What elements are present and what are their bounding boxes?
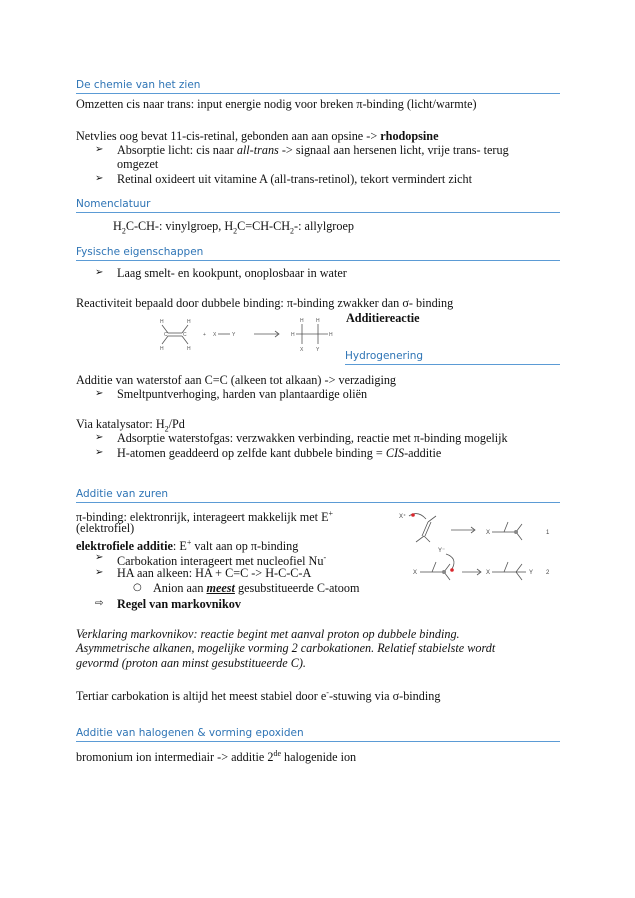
text-pi-a: π-binding: elektronrijk, interageert makkelijk met E: [76, 510, 329, 525]
text-cis-c: -additie: [404, 446, 442, 460]
text-regel-markovnikov: Regel van markovnikov: [117, 597, 241, 611]
text-ea-c: valt aan op π-binding: [191, 539, 299, 554]
arrow-bullet-icon: ➢: [95, 144, 104, 155]
fig-label-c: C: [164, 332, 168, 338]
text-verklaring-1: Verklaring markovnikov: reactie begint met aanval proton op dubbele binding.: [76, 627, 460, 641]
fig-label-plus: +: [203, 332, 206, 338]
text-via-a: Via katalysator: H: [76, 417, 165, 431]
fig-label-x: X: [413, 570, 418, 576]
arrow-bullet-icon: ➢: [95, 388, 104, 399]
fig-label-x: X: [300, 347, 304, 353]
circle-bullet-icon: ○: [133, 582, 142, 593]
arrow-bullet-icon: ➢: [95, 567, 104, 578]
text-retinal: Retinal oxideert uit vitamine A (all-trans-retinol), tekort vermindert zicht: [117, 172, 473, 186]
text-tertiair: [76, 686, 440, 703]
text-cis-a: H-atomen geaddeerd op zelfde kant dubbele binding =: [117, 446, 386, 460]
text-anion: [153, 581, 359, 595]
text-meest: meest: [206, 581, 235, 595]
text-ha-alkeen: HA aan alkeen: HA + C=C -> H-C-C-A: [117, 566, 312, 580]
carbocation-dot-icon: [514, 530, 518, 534]
text-pi-sup: +: [328, 509, 334, 518]
text-cis-trans: Omzetten cis naar trans: input energie nodig voor breken π-binding (licht/warmte): [76, 97, 477, 111]
text-absorptie-a: Absorptie licht: cis naar: [117, 143, 237, 157]
text-tertiair-b: -stuwing via σ-binding: [328, 689, 441, 704]
arrow-bullet-icon: ➢: [95, 173, 104, 184]
text-carbo-sup: -: [323, 553, 327, 562]
text-anion-c: gesubstitueerde C-atoom: [234, 581, 360, 595]
red-arrowhead-icon: [450, 568, 454, 572]
text-additiereactie: Additiereactie: [346, 311, 420, 325]
text-elektrofiel: (elektrofiel): [76, 521, 135, 535]
heading-fysische-eigenschappen: Fysische eigenschappen: [76, 246, 560, 261]
fig-label-yminus: Y⁻: [438, 548, 446, 554]
text-via-sub: 2: [164, 424, 169, 434]
fig-label-2: 2: [546, 570, 550, 576]
fig-label-c: C: [183, 332, 187, 338]
text-netvlies: [76, 129, 439, 143]
heading-nomenclatuur: Nomenclatuur: [76, 198, 560, 213]
text-verklaring-2: Asymmetrische alkanen, mogelijke vorming 2 carbokationen. Relatief stabielste wordt: [76, 641, 496, 655]
text-absorptie-c: -> signaal aan hersenen licht, vrije trans- terug: [278, 143, 509, 157]
nom-a-sub: 2: [121, 226, 126, 236]
text-tertiair-a: Tertiar carbokation is altijd het meest stabiel door e: [76, 689, 327, 704]
nom-d: -: allylgroep: [294, 219, 354, 233]
heading-hydrogenering: Hydrogenering: [345, 350, 560, 365]
text-cis-additie: [117, 446, 441, 460]
heading-additie-zuren: Additie van zuren: [76, 488, 560, 503]
fig-label-h: H: [291, 332, 295, 338]
fig-label-h: H: [329, 332, 333, 338]
text-all-trans: all-trans: [236, 143, 279, 157]
arrow-bullet-icon: ➢: [95, 552, 104, 563]
heading-chemie-zien: De chemie van het zien: [76, 79, 560, 94]
nom-c-sub: 2: [290, 226, 295, 236]
text-nomenclatuur: [113, 219, 354, 238]
text-rhodopsine: rhodopsine: [380, 129, 439, 143]
text-verklaring-3: gevormd (proton aan minst gesubstitueerde C).: [76, 656, 306, 670]
fig-label-h: H: [187, 319, 191, 325]
text-bromonium-a: bromonium ion intermediair -> additie 2: [76, 750, 274, 765]
fig-label-x: X: [213, 332, 217, 338]
text-bromonium-sup: de: [273, 749, 281, 758]
text-additie-waterstof: Additie van waterstof aan C=C (alkeen tot alkaan) -> verzadiging: [76, 373, 397, 387]
fig-label-y: Y: [529, 570, 534, 576]
text-adsorptie: Adsorptie waterstofgas: verzwakken verbinding, reactie met π-binding mogelijk: [117, 431, 508, 445]
carbocation-dot-icon: [442, 570, 446, 574]
fig-label-h: H: [160, 346, 164, 352]
text-bromonium: [76, 747, 356, 764]
red-arrowhead-icon: [411, 513, 415, 517]
fig-label-xplus: X⁺: [399, 514, 407, 520]
nom-b: C-CH-: vinylgroep, H: [125, 219, 234, 233]
fig-label-y: Y: [232, 332, 236, 338]
fig-label-h: H: [300, 318, 304, 324]
text-tertiair-sup: -: [326, 688, 329, 697]
text-absorptie: [117, 143, 509, 157]
text-absorptie-cont: omgezet: [117, 157, 159, 171]
fig-label-1: 1: [546, 530, 550, 536]
fig-label-h: H: [160, 319, 164, 325]
text-cis-b: CIS: [385, 446, 405, 460]
arrow-bullet-icon: ➢: [95, 432, 104, 443]
text-netvlies-a: Netvlies oog bevat 11-cis-retinal, gebonden aan aan opsine ->: [76, 129, 381, 143]
text-ea-b: : E: [172, 539, 187, 554]
fig-label-h: H: [316, 318, 320, 324]
fig-label-x: X: [486, 530, 491, 536]
nom-b-sub: 2: [233, 226, 238, 236]
text-bromonium-b: halogenide ion: [281, 750, 357, 765]
text-carbo-a: Carbokation interageert met nucleofiel Nu: [117, 554, 324, 569]
arrow-bullet-icon: ➢: [95, 447, 104, 458]
text-reactiviteit: Reactiviteit bepaald door dubbele binding: π-binding zwakker dan σ- binding: [76, 296, 454, 310]
fig-label-y: Y: [316, 347, 320, 353]
text-via-b: /Pd: [168, 417, 185, 431]
additie-reaction-figure: [150, 312, 340, 356]
text-ea-sup: +: [186, 538, 192, 547]
text-laag-smelt: Laag smelt- en kookpunt, onoplosbaar in water: [117, 266, 347, 280]
arrow-bullet-icon: ➢: [95, 267, 104, 278]
text-smeltpunt: Smeltpuntverhoging, harden van plantaardige oliën: [117, 387, 368, 401]
text-anion-a: Anion aan: [153, 581, 207, 595]
text-ea-a: elektrofiele additie: [76, 539, 173, 554]
nom-a: H: [113, 219, 122, 233]
hollow-arrow-bullet-icon: ⇨: [95, 598, 104, 609]
markovnikov-mechanism-figure: [396, 506, 556, 588]
heading-halogenen: Additie van halogenen & vorming epoxiden: [76, 727, 560, 742]
fig-label-x: X: [486, 570, 491, 576]
fig-label-h: H: [187, 346, 191, 352]
nom-c: C=CH-CH: [237, 219, 291, 233]
